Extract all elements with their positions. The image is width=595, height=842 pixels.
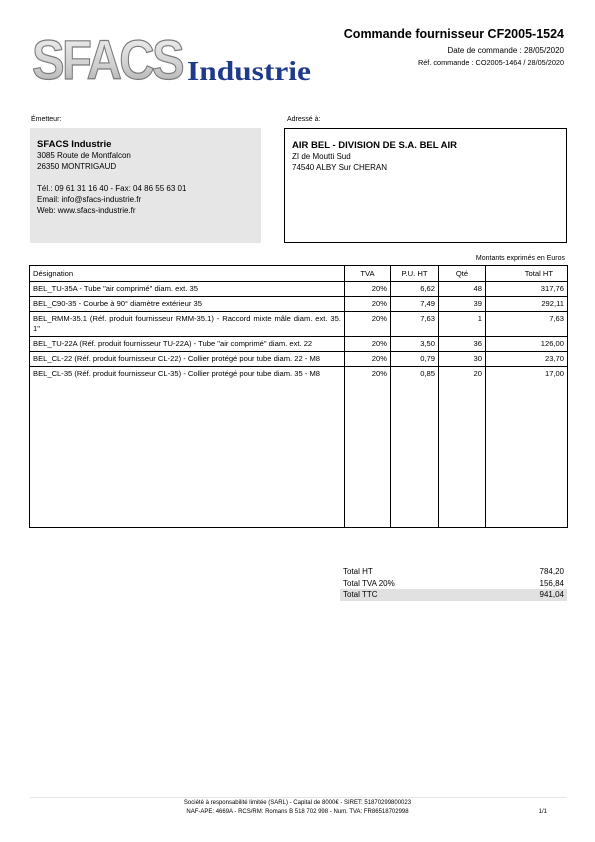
sender-name: SFACS Industrie bbox=[37, 139, 112, 150]
row-total-ht: 292,11 bbox=[486, 297, 568, 312]
table-row bbox=[30, 337, 568, 352]
total-ttc-value: 941,04 bbox=[489, 589, 567, 601]
sender-label: Émetteur: bbox=[31, 116, 62, 123]
row-total-ht: 23,70 bbox=[486, 352, 568, 367]
row-tva: 20% bbox=[345, 352, 391, 367]
logo-suffix: Industrie bbox=[187, 56, 312, 86]
row-tva: 20% bbox=[345, 312, 391, 337]
recipient-name: AIR BEL - DIVISION DE S.A. BEL AIR bbox=[292, 140, 458, 151]
row-total-ht: 17,00 bbox=[486, 367, 568, 528]
header-pu-ht: P.U. HT bbox=[391, 266, 439, 282]
row-qte: 1 bbox=[439, 312, 486, 337]
total-ht-row bbox=[340, 566, 567, 578]
sender-address-line1: 3085 Route de Montfalcon bbox=[37, 151, 131, 160]
total-tva-label: Total TVA 20% bbox=[343, 578, 395, 588]
recipient-label: Adressé à: bbox=[287, 116, 321, 123]
recipient-address-line2: 74540 ALBY Sur CHERAN bbox=[292, 163, 388, 172]
order-date: Date de commande : 28/05/2020 bbox=[447, 46, 564, 55]
row-tva: 20% bbox=[345, 282, 391, 297]
row-tva: 20% bbox=[345, 297, 391, 312]
sender-web: Web: www.sfacs-industrie.fr bbox=[37, 206, 136, 215]
table-row bbox=[30, 352, 568, 367]
footer-legal-line1: Société à responsabilité limitée (SARL) - Capital de 8000€ - SIRET: 51870299800023 bbox=[183, 800, 412, 806]
row-pu-ht: 3,50 bbox=[391, 337, 439, 352]
recipient-block bbox=[284, 128, 567, 243]
table-row bbox=[30, 297, 568, 312]
row-qte: 36 bbox=[439, 337, 486, 352]
row-pu-ht: 7,63 bbox=[391, 312, 439, 337]
row-total-ht: 317,76 bbox=[486, 282, 568, 297]
table-row bbox=[30, 282, 568, 297]
total-tva-row bbox=[340, 578, 567, 590]
sender-address-line2: 26350 MONTRIGAUD bbox=[37, 162, 117, 171]
totals-table bbox=[340, 566, 567, 601]
row-total-ht: 7,63 bbox=[486, 312, 568, 337]
total-ht-value: 784,20 bbox=[539, 567, 564, 576]
order-lines-table bbox=[29, 265, 568, 528]
header-tva: TVA bbox=[345, 266, 391, 282]
row-total-ht: 126,00 bbox=[486, 337, 568, 352]
row-designation: BEL_C90-35 - Courbe à 90° diamètre extérieur 35 bbox=[30, 297, 345, 312]
total-ht-label: Total HT bbox=[343, 567, 373, 576]
order-reference: Réf. commande : CO2005-1464 / 28/05/2020 bbox=[417, 58, 564, 67]
total-ttc-label: Total TTC bbox=[340, 589, 489, 601]
header-designation: Désignation bbox=[30, 266, 345, 282]
header-total-ht: Total HT bbox=[486, 266, 568, 282]
recipient-address-line1: ZI de Moutti Sud bbox=[292, 152, 351, 161]
row-tva: 20% bbox=[345, 337, 391, 352]
header-qte: Qté bbox=[439, 266, 486, 282]
row-designation: BEL_TU-22A (Réf. produit fournisseur TU-22A) - Tube "air comprimé" diam. ext. 22 bbox=[30, 337, 345, 352]
table-row bbox=[30, 312, 568, 337]
currency-note: Montants exprimés en Euros bbox=[475, 255, 565, 262]
row-pu-ht: 0,79 bbox=[391, 352, 439, 367]
company-logo bbox=[30, 32, 320, 88]
total-ttc-row bbox=[340, 589, 567, 601]
table-row bbox=[30, 367, 568, 528]
row-pu-ht: 7,49 bbox=[391, 297, 439, 312]
row-tva: 20% bbox=[345, 367, 391, 528]
sender-block bbox=[30, 128, 261, 243]
page-number: 1/1 bbox=[538, 809, 547, 815]
row-designation: BEL_RMM-35.1 (Réf. produit fournisseur RMM-35.1) - Raccord mixte mâle diam. ext. 35. 1" bbox=[30, 312, 345, 337]
footer-divider bbox=[30, 797, 567, 798]
row-pu-ht: 6,62 bbox=[391, 282, 439, 297]
row-designation: BEL_CL-22 (Réf. produit fournisseur CL-22) - Collier protégé pour tube diam. 22 - M8 bbox=[30, 352, 345, 367]
row-qte: 30 bbox=[439, 352, 486, 367]
row-qte: 39 bbox=[439, 297, 486, 312]
footer-legal-line2: NAF-APE: 4669A - RCS/RM: Romans B 518 702 998 - Num. TVA: FR86518702998 bbox=[186, 809, 409, 815]
logo-wordmark: SFACS bbox=[32, 32, 184, 88]
sender-email: Email: info@sfacs-industrie.fr bbox=[37, 195, 142, 204]
sender-phone-fax: Tél.: 09 61 31 16 40 - Fax: 04 86 55 63 01 bbox=[37, 184, 187, 193]
row-qte: 20 bbox=[439, 367, 486, 528]
row-designation: BEL_CL-35 (Réf. produit fournisseur CL-35) - Collier protégé pour tube diam. 35 - M8 bbox=[30, 367, 345, 528]
row-pu-ht: 0,85 bbox=[391, 367, 439, 528]
row-designation: BEL_TU-35A - Tube "air comprimé" diam. ext. 35 bbox=[30, 282, 345, 297]
total-tva-value: 156,84 bbox=[539, 578, 564, 588]
document-title: Commande fournisseur CF2005-1524 bbox=[343, 27, 564, 41]
row-qte: 48 bbox=[439, 282, 486, 297]
table-header-row bbox=[30, 266, 568, 282]
